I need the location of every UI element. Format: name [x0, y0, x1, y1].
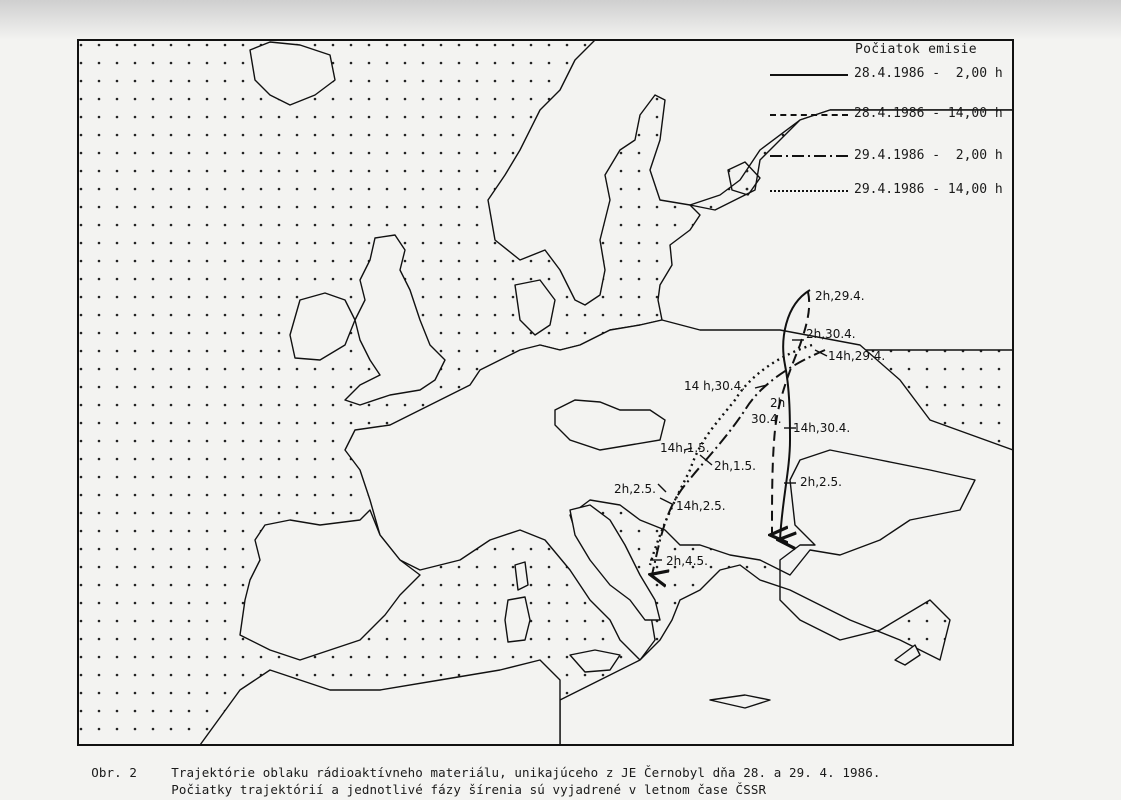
landmass-corsica	[515, 562, 528, 590]
label-2h-29-4: 2h,29.4.	[815, 289, 865, 303]
legend-entry-dash-dot	[770, 146, 1030, 166]
label-30-4: 30.4.	[751, 412, 782, 426]
label-2h-2-5-a: 2h,2.5.	[614, 482, 656, 496]
legend-title: Počiatok emisie	[855, 42, 977, 57]
caption-text-2: Počiatky trajektórií a jednotlivé fázy šírenia sú vyjadrené v letnom čase ČSSR	[171, 782, 767, 797]
label-2h-30-4: 2h,30.4.	[806, 327, 856, 341]
legend-entry-dotted	[770, 180, 1030, 200]
label-2h-1-5: 2h,1.5.	[714, 459, 756, 473]
legend-sample-dashed	[770, 114, 848, 116]
caption-text-1: Trajektórie oblaku rádioaktívneho materiálu, unikajúceho z JE Černobyl dňa 28. a 29. 4. 1986.	[171, 765, 881, 780]
label-14h-1-5: 14h,1.5.	[660, 441, 710, 455]
legend-sample-solid	[770, 74, 848, 76]
label-2h: 2h	[770, 396, 786, 410]
label-2h-4-5: 2h,4.5.	[666, 554, 708, 568]
landmass-sardinia	[505, 597, 530, 642]
label-14h-29-4: 14h,29.4.	[828, 349, 886, 363]
label-2h-2-5-b: 2h,2.5.	[800, 475, 842, 489]
label-14h-30-4-b: 14h,30.4.	[793, 421, 851, 435]
caption-line-2	[156, 767, 766, 797]
legend-label: 28.4.1986 - 2,00 h	[854, 66, 1003, 81]
legend-label: 28.4.1986 - 14,00 h	[854, 106, 1003, 121]
caption-prefix: Obr. 2	[91, 765, 138, 780]
legend-sample-dotted	[770, 190, 848, 192]
label-14h-30-4-a: 14 h,30.4.	[684, 379, 746, 393]
legend-label: 29.4.1986 - 2,00 h	[854, 148, 1003, 163]
legend-entry-dashed	[770, 104, 1030, 124]
legend-label: 29.4.1986 - 14,00 h	[854, 182, 1003, 197]
legend-entry-solid	[770, 64, 1030, 84]
label-14h-2-5: 14h,2.5.	[676, 499, 726, 513]
legend-sample-dash-dot	[770, 155, 848, 157]
